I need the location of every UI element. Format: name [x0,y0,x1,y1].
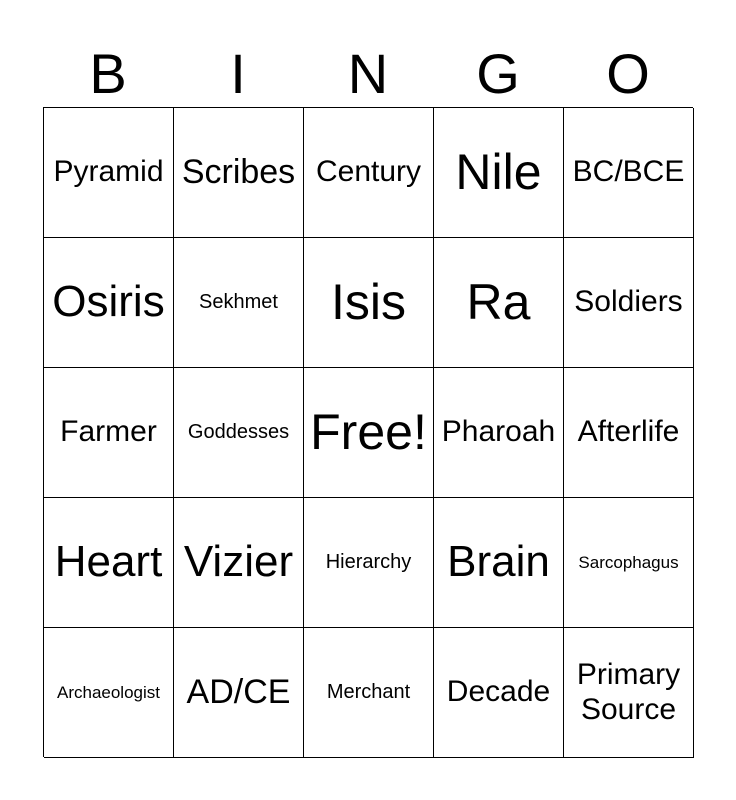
bingo-cell: Vizier [174,498,304,628]
bingo-cell: Farmer [44,368,174,498]
bingo-cell: Merchant [304,628,434,758]
bingo-cell: Isis [304,238,434,368]
bingo-cell: Century [304,108,434,238]
bingo-cell: Nile [434,108,564,238]
bingo-cell: Scribes [174,108,304,238]
bingo-cell: Soldiers [564,238,694,368]
header-letter-i: I [230,42,246,105]
bingo-cell: Pyramid [44,108,174,238]
bingo-grid [43,107,693,757]
bingo-cell: Brain [434,498,564,628]
bingo-cell: Afterlife [564,368,694,498]
bingo-cell: Primary Source [564,628,694,758]
bingo-cell: Pharoah [434,368,564,498]
bingo-cell: Decade [434,628,564,758]
bingo-cell: Goddesses [174,368,304,498]
bingo-cell: Osiris [44,238,174,368]
header-letter-b: B [89,42,127,105]
header-letter-o: O [606,42,650,105]
bingo-cell: Sekhmet [174,238,304,368]
bingo-cell: BC/BCE [564,108,694,238]
bingo-cell: Ra [434,238,564,368]
header-letter-n: N [347,42,389,105]
bingo-cell: Archaeologist [44,628,174,758]
bingo-header [43,40,693,108]
bingo-cell: Heart [44,498,174,628]
bingo-cell-free: Free! [304,368,434,498]
bingo-cell: AD/CE [174,628,304,758]
header-letter-g: G [476,42,520,105]
bingo-cell: Hierarchy [304,498,434,628]
bingo-cell: Sarcophagus [564,498,694,628]
